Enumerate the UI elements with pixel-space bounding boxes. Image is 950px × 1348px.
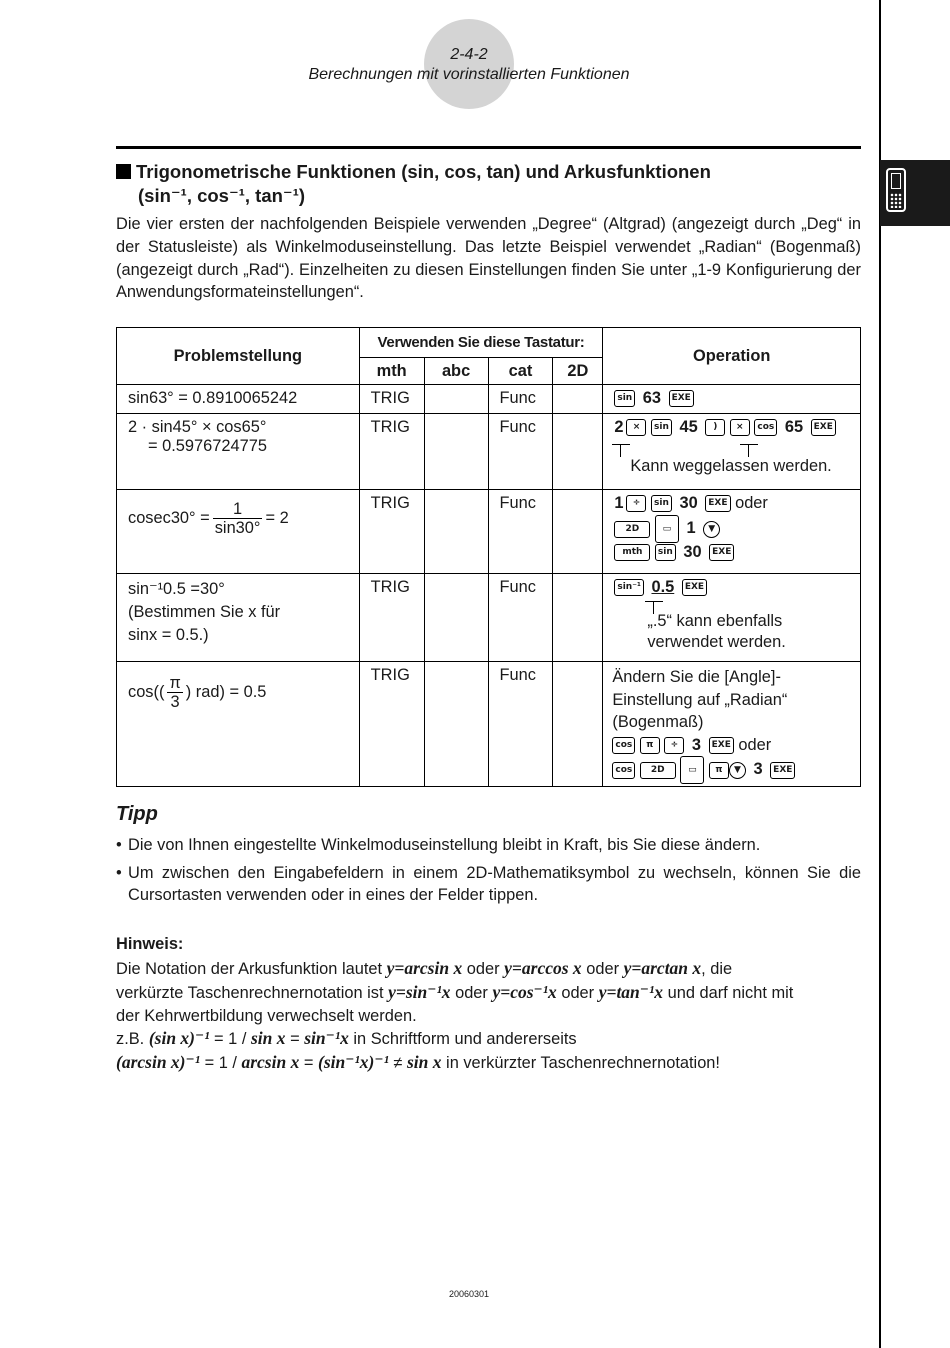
page-number: 2-4-2 bbox=[450, 46, 488, 63]
header-2d: 2D bbox=[553, 358, 603, 385]
sin-key: sin bbox=[651, 419, 672, 436]
exe-key: EXE bbox=[669, 390, 694, 407]
mth-cell: TRIG bbox=[359, 574, 424, 662]
problem-cell: cosec30° = $\frac{1}{\sin 30^\circ}$ = 2 bbox=[117, 490, 360, 574]
omit-bracket bbox=[740, 444, 758, 457]
mth-cell: TRIG bbox=[359, 385, 424, 414]
header-cat: cat bbox=[488, 358, 553, 385]
omit-bracket bbox=[612, 444, 630, 457]
header-operation: Operation bbox=[603, 328, 861, 385]
section-divider bbox=[116, 146, 861, 149]
table-row bbox=[117, 490, 861, 574]
section-title: Trigonometrische Funktionen (sin, cos, tan) und Arkusfunktionen (sin⁻¹, cos⁻¹, tan⁻¹) bbox=[116, 160, 711, 208]
operation-cell: sin⁻¹ 0.5 EXE „.5“ kann ebenfalls verwendet werden. bbox=[603, 574, 861, 662]
bracket-marker bbox=[645, 601, 663, 614]
cat-cell: Func bbox=[488, 414, 553, 490]
sin-key: sin bbox=[655, 544, 676, 561]
tipp-heading: Tipp bbox=[116, 803, 158, 825]
header-problem: Problemstellung bbox=[117, 328, 360, 385]
sin-key: sin bbox=[614, 390, 635, 407]
arcsin-key: sin⁻¹ bbox=[614, 579, 644, 596]
square-bullet-icon bbox=[116, 164, 131, 179]
hinweis-heading: Hinweis: bbox=[116, 935, 184, 953]
operation-cell: 1 ÷ sin 30 EXE oder 2D ▭ 1 ▼ mth sin 30 EXE bbox=[603, 490, 861, 574]
problem-cell: sin⁻¹0.5 =30° (Bestimmen Sie x für sinx = 0.5.) bbox=[117, 574, 360, 662]
close-paren-key: ) bbox=[705, 419, 725, 436]
tipp-item: • Um zwischen den Eingabefeldern in einem 2D-Mathematiksymbol zu wechseln, können Sie die Cursortasten verwenden oder in eines der Felder tippen. bbox=[116, 864, 861, 904]
sin-key: sin bbox=[651, 495, 672, 512]
table-row bbox=[117, 574, 861, 662]
header-abc: abc bbox=[424, 358, 488, 385]
header-keyboard: Verwenden Sie diese Tastatur: bbox=[359, 328, 603, 358]
operation-cell: 2 × sin 45 ) × cos 65 EXE Kann weggelassen werden. bbox=[603, 414, 861, 490]
cursor-down-icon: ▼ bbox=[703, 521, 720, 538]
exe-key: EXE bbox=[709, 544, 734, 561]
digit-input: 63 bbox=[642, 389, 662, 407]
exe-key: EXE bbox=[705, 495, 730, 512]
exe-key: EXE bbox=[682, 579, 707, 596]
operation-cell bbox=[603, 385, 861, 414]
table-row bbox=[117, 414, 861, 490]
divide-key: ÷ bbox=[664, 737, 684, 754]
problem-cell: cos(( $\frac{\pi}{3}$ ) rad) = 0.5 bbox=[117, 662, 360, 787]
problem-cell: 2 · sin45° × cos65° = 0.5976724775 bbox=[117, 414, 360, 490]
cos-key: cos bbox=[612, 737, 635, 754]
mth-cell: TRIG bbox=[359, 414, 424, 490]
fraction-template-icon: ▭ bbox=[680, 756, 704, 784]
operation-cell: Ändern Sie die [Angle]- Einstellung auf „Radian“ (Bogenmaß) cos π ÷ 3 EXE oder cos 2D ▭ π ▼ 3 EXE bbox=[603, 662, 861, 787]
pi-key: π bbox=[640, 737, 660, 754]
footer-code: 20060301 bbox=[448, 1289, 490, 1299]
calculator-icon bbox=[886, 168, 906, 212]
divide-key: ÷ bbox=[626, 495, 646, 512]
problem-cell: sin63° = 0.8910065242 bbox=[117, 385, 360, 414]
operations-table bbox=[116, 327, 861, 787]
cat-cell: Func bbox=[488, 385, 553, 414]
exe-key: EXE bbox=[709, 737, 734, 754]
page-number-badge bbox=[424, 19, 514, 109]
pi-key: π bbox=[709, 762, 729, 779]
exe-key: EXE bbox=[811, 419, 836, 436]
times-key: × bbox=[626, 419, 646, 436]
page-subtitle: Berechnungen mit vorinstallierten Funktionen bbox=[308, 66, 630, 83]
mth-cell: TRIG bbox=[359, 490, 424, 574]
cos-key: cos bbox=[612, 762, 635, 779]
omit-note: Kann weggelassen werden. bbox=[630, 457, 832, 475]
cos-key: cos bbox=[754, 419, 777, 436]
cat-cell: Func bbox=[488, 490, 553, 574]
cat-cell: Func bbox=[488, 662, 553, 787]
table-row bbox=[117, 385, 861, 414]
intro-paragraph: Die vier ersten der nachfolgenden Beispiele verwenden „Degree“ (Altgrad) (angezeigt durch „Deg“ in der Statusleiste) als Winkelmoduseinstellung. Das letzte Beispiel verwendet „Radian“ (Bogenmaß) (angezeigt durch „Rad“). Einzelheiten zu diesen Einstellungen finden Sie unter „1-9 Konfigurierung der Anwendungsformateinstellungen“. bbox=[116, 215, 861, 302]
exe-key: EXE bbox=[770, 762, 795, 779]
2d-key: 2D bbox=[614, 521, 650, 538]
mth-cell: TRIG bbox=[359, 662, 424, 787]
table-row bbox=[117, 662, 861, 787]
2d-key: 2D bbox=[640, 762, 676, 779]
header-mth: mth bbox=[359, 358, 424, 385]
times-key: × bbox=[730, 419, 750, 436]
mth-key: mth bbox=[614, 544, 650, 561]
fraction-template-icon: ▭ bbox=[655, 515, 679, 543]
hinweis-paragraph: Die Notation der Arkusfunktion lautet y=arcsin x oder y=arccos x oder y=arctan x, die verkürzte Taschenrechnernotation ist y=sin⁻¹x oder y=cos⁻¹x oder y=tan⁻¹x und darf nicht mit der Kehrwertbildung verwechselt werden. z.B. (sin x)⁻¹ = 1 / sin x = sin⁻¹x in Schriftform und andererseits (arcsin x)⁻¹ = 1 / arcsin x = (sin⁻¹x)⁻¹ ≠ sin x in verkürzter Taschenrechnernotation! bbox=[116, 958, 794, 1073]
tipp-item: • Die von Ihnen eingestellte Winkelmoduseinstellung bleibt in Kraft, bis Sie diese ändern. bbox=[116, 836, 761, 854]
cursor-down-icon: ▼ bbox=[729, 762, 746, 779]
cat-cell: Func bbox=[488, 574, 553, 662]
